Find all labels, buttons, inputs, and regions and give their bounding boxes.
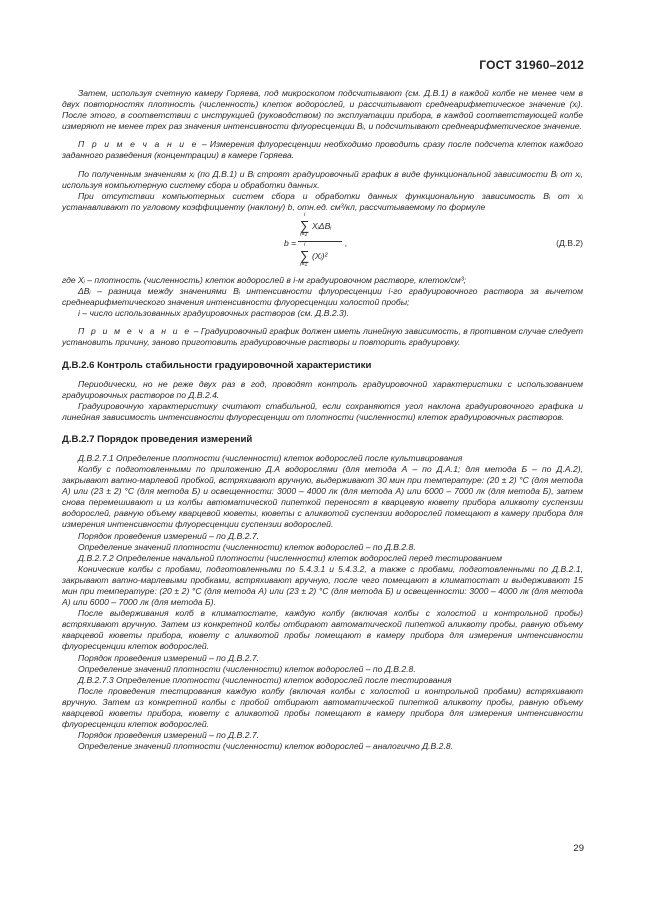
document-body (62, 88, 583, 752)
paragraph-227-8: Порядок проведения измерений – по Д.В.2.7. (78, 652, 260, 663)
numerator-text: XᵢΔBᵢ (312, 220, 332, 231)
paragraph-227-4: Определение значений плотности (численности) клеток водорослей – по Д.В.2.8. (78, 541, 416, 552)
paragraph-227-2: Колбу с подготовленными по приложению Д.А водорослями (для метода А – по Д.А.1; для метода Б – по Д.А.2), закрывают ватно-марлевой пробкой, встряхивают вручную, выдерживают 30 мин при температуре: (20 ± 2) °С (для метода А) или (23 ± 2) °С (для метода Б) и освещенности: 3000 – 4000 лк (для метода А) или 6000 – 7000 лк (для метода Б), затем снова перемешивают и из колбы автоматической пипеткой переносят в кварцевую кювету прибора аликвоту суспензии водорослей, равную объему кварцевой кюветы, кюветы с аликвотой суспензии водорослей помещают в камеру прибора для измерения интенсивности флуоресценции суспензии водорослей. (62, 463, 583, 530)
heading-226: Д.В.2.6 Контроль стабильности градуировочной характеристики (62, 359, 372, 371)
heading-227: Д.В.2.7 Порядок проведения измерений (62, 433, 253, 445)
formula-comma: , (345, 237, 348, 248)
sum-limit-bottom: i=1 (300, 231, 308, 238)
paragraph-227-11: После проведения тестирования каждую колбу (включая колбы с холостой и контрольной пробами) встряхивают вручную. Затем из конкретной колбы с пробой отбирают автоматической пипеткой аликвоту пробы, равную объему кварцевой кюветы прибора, кювету с аликвотой пробы помещают в камеру прибора для измерения интенсивности флуоресценции клеток водорослей. (62, 685, 583, 730)
sum-sigma-icon: ∑ (300, 217, 310, 233)
paragraph-227-1: Д.В.2.7.1 Определение плотности (численности) клеток водорослей после культивирования (78, 452, 463, 463)
paragraph-227-12: Порядок проведения измерений – по Д.В.2.7. (78, 730, 260, 741)
denominator-text: (Xᵢ)² (312, 250, 328, 261)
formula-denominator (298, 243, 342, 271)
paragraph-counting: Затем, используя счетную камеру Горяева, под микроскопом подсчитывают (см. Д.В.1) в каждой колбе не менее чем в двух повторностях плотность (численность) клеток водорослей, и рассчитывают среднеарифметическое значение (xᵢ). После этого, в соответствии с инструкцией (руководством) по эксплуатации прибора, в каждой соответствующей колбе измеряют не менее трех раз значения интенсивности флуоресценции Bᵢ, и подсчитывают среднеарифметическое значение. (62, 88, 583, 132)
note-label: П р и м е ч а н и е (78, 139, 199, 150)
formula-dv2 (62, 213, 583, 275)
definition-i: i – число использованных градуировочных растворов (см. Д.В.2.3). (78, 308, 350, 319)
sum-sigma-icon-2: ∑ (300, 247, 310, 263)
definition-x: где Xᵢ – плотность (численность) клеток водорослей в i-м градуировочном растворе, клеток/см³; (62, 274, 467, 285)
paragraph-227-9: Определение значений плотности (численности) клеток водорослей – по Д.В.2.8. (78, 663, 416, 674)
paragraph-227-3: Порядок проведения измерений – по Д.В.2.7. (78, 530, 260, 541)
paragraph-227-5: Д.В.2.7.2 Определение начальной плотности (численности) клеток водорослей перед тестированием (78, 552, 502, 563)
formula-lhs: b = (284, 237, 297, 248)
note-linear (62, 326, 583, 348)
paragraph-227-13: Определение значений плотности (численности) клеток водорослей – аналогично Д.В.2.8. (78, 741, 453, 752)
paragraph-graph: По полученным значениям xᵢ (по Д.В.1) и Bᵢ строят градуировочный график в виде функциональной зависимости Bᵢ от xᵢ, используя компьютерную систему сбора и обработки данных. (62, 168, 583, 190)
sum-limit-top-2: i (304, 241, 306, 248)
paragraph-227-10: Д.В.2.7.3 Определение плотности (численности) клеток водорослей после тестирования (78, 674, 452, 685)
paragraph-226-2: Градуировочную характеристику считают стабильной, если сохраняются угол наклона градуировочного графика и линейная зависимость интенсивности флуоресценции от плотности (численности) клеток градуировочных растворов. (62, 400, 583, 422)
paragraph-227-7: После выдерживания колб в климатостате, каждую колбу (включая колбы с холостой и контрольной пробы) встряхивают вручную. Затем из конкретной колбы отбирают автоматической пипеткой аликвоту пробы, равную объему кварцевой кюветы прибора, кювету с аликвотой пробы помещают в камеру прибора для измерения интенсивности флуоресценции клеток водорослей. (62, 608, 583, 652)
paragraph-227-6: Конические колбы с пробами, подготовленными по 5.4.3.1 и 5.4.3.2, а также с пробами, подготовленными по Д.В.2.1, закрывают ватно-марлевыми пробками, встряхивают вручную, после чего помещают в климатостат и выдерживают 15 мин при температуре: (20 ± 2) °С (для метода А) или (23 ± 2) °С (для метода Б) и освещенности: 3000 – 4000 лк (для метода А) или 6000 – 7000 лк (для метода Б). (62, 563, 583, 608)
sum-limit-top: i (304, 211, 306, 218)
formula-number: (Д.В.2) (556, 237, 583, 248)
standard-header: ГОСТ 31960–2012 (479, 58, 584, 72)
sum-limit-bottom-2: i=1 (300, 261, 308, 268)
note-measurement (62, 139, 583, 161)
paragraph-slope: При отсутствии компьютерных систем сбора и обработки данных функциональную зависимость Bᵢ от xᵢ устанавливают по угловому коэффициенту (наклону) b, отн.ед. см³/кл, рассчитываемому по формуле (62, 190, 583, 212)
note2-label: П р и м е ч а н и е (78, 326, 192, 337)
formula-numerator (298, 213, 342, 242)
page-number: 29 (573, 843, 584, 854)
paragraph-226-1: Периодически, но не реже двух раз в год, проводят контроль градуировочной характеристики с использованием градуировочных растворов по Д.В.2.4. (62, 378, 583, 400)
definition-delta-b: ΔBᵢ – разница между значениями Bᵢ интенсивности флуоресценции i-го градуировочного раствора за вычетом среднеарифметического значения интенсивности флуоресценции холостой пробы; (62, 286, 583, 308)
note-text: – Измерения флуоресценции необходимо проводить сразу после подсчета клеток каждого заданного разведения (концентрации) в камере Горяева. (62, 139, 583, 161)
note2-text: – Градуировочный график должен иметь линейную зависимость, в противном случае следует установить причину, заново приготовить градуировочные растворы и повторить градуировку. (62, 326, 583, 348)
